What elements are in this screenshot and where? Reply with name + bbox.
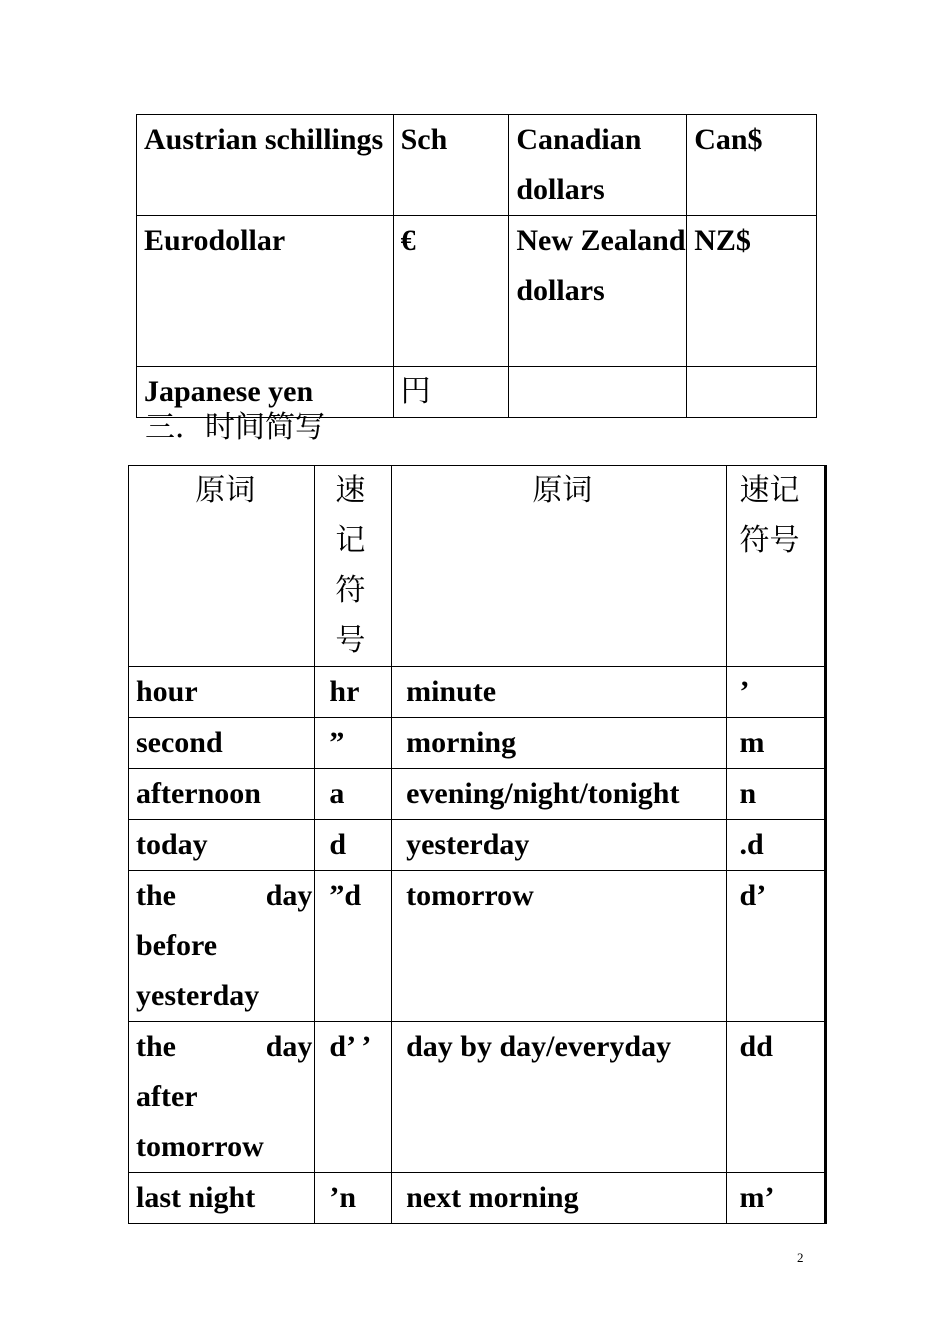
currency-symbol: Can$ [687, 115, 817, 216]
header-shorthand-symbol: 速记符号 [726, 466, 825, 667]
symbol-cell: m [726, 718, 825, 769]
header-original-word: 原词 [392, 466, 726, 667]
table-row [129, 1173, 826, 1224]
word-cell [129, 871, 315, 1022]
word-cell [129, 1022, 315, 1173]
word-cell: yesterday [392, 820, 726, 871]
currency-name [509, 367, 687, 418]
symbol-cell: ’ [726, 667, 825, 718]
table-header-row [129, 466, 826, 667]
table-row [137, 216, 817, 367]
table-row [129, 769, 826, 820]
word-cell: second [129, 718, 315, 769]
symbol-cell: d [315, 820, 392, 871]
symbol-cell: n [726, 769, 825, 820]
word-part: day [265, 879, 313, 912]
symbol-cell: ”d [315, 871, 392, 1022]
page-number: 2 [797, 1250, 804, 1265]
word-line: yesterday [136, 979, 260, 1012]
currency-name: New Zealand dollars [509, 216, 687, 367]
word-cell: day by day/everyday [392, 1022, 726, 1173]
section-heading: 三．时间简写 [145, 410, 325, 445]
table-row [129, 667, 826, 718]
currency-name: Eurodollar [137, 216, 394, 367]
currency-name: Austrian schillings [137, 115, 394, 216]
currency-name: Canadian dollars [509, 115, 687, 216]
word-line: before [136, 929, 218, 962]
word-cell: minute [392, 667, 726, 718]
word-line: tomorrow [136, 1130, 264, 1163]
currency-symbol [687, 367, 817, 418]
currency-symbol: Sch [393, 115, 509, 216]
table-row [129, 1022, 826, 1173]
word-line [136, 871, 314, 921]
word-part: the [136, 1030, 176, 1063]
symbol-cell: ’n [315, 1173, 392, 1224]
table-row [129, 820, 826, 871]
table-row [129, 871, 826, 1022]
word-cell: next morning [392, 1173, 726, 1224]
symbol-cell: a [315, 769, 392, 820]
header-shorthand-symbol: 速记符号 [315, 466, 392, 667]
currency-symbol: NZ$ [687, 216, 817, 367]
word-part: the [136, 879, 176, 912]
word-cell: tomorrow [392, 871, 726, 1022]
currency-symbol: 円 [393, 367, 509, 418]
word-cell: last night [129, 1173, 315, 1224]
symbol-cell: d’ [726, 871, 825, 1022]
symbol-cell: dd [726, 1022, 825, 1173]
word-cell: morning [392, 718, 726, 769]
currency-name: Japanese yen [137, 367, 394, 418]
word-line [136, 1022, 314, 1072]
word-cell: today [129, 820, 315, 871]
table-row [137, 115, 817, 216]
currency-symbol: € [393, 216, 509, 367]
time-abbreviation-table [128, 465, 827, 1224]
symbol-cell: m’ [726, 1173, 825, 1224]
word-part: day [265, 1030, 313, 1063]
symbol-cell: .d [726, 820, 825, 871]
word-line: after [136, 1080, 198, 1113]
header-original-word: 原词 [129, 466, 315, 667]
symbol-cell: ” [315, 718, 392, 769]
table-row [129, 718, 826, 769]
word-cell: hour [129, 667, 315, 718]
currency-table [136, 114, 817, 418]
word-cell: evening/night/tonight [392, 769, 726, 820]
symbol-cell: hr [315, 667, 392, 718]
symbol-cell: d’ ’ [315, 1022, 392, 1173]
word-cell: afternoon [129, 769, 315, 820]
